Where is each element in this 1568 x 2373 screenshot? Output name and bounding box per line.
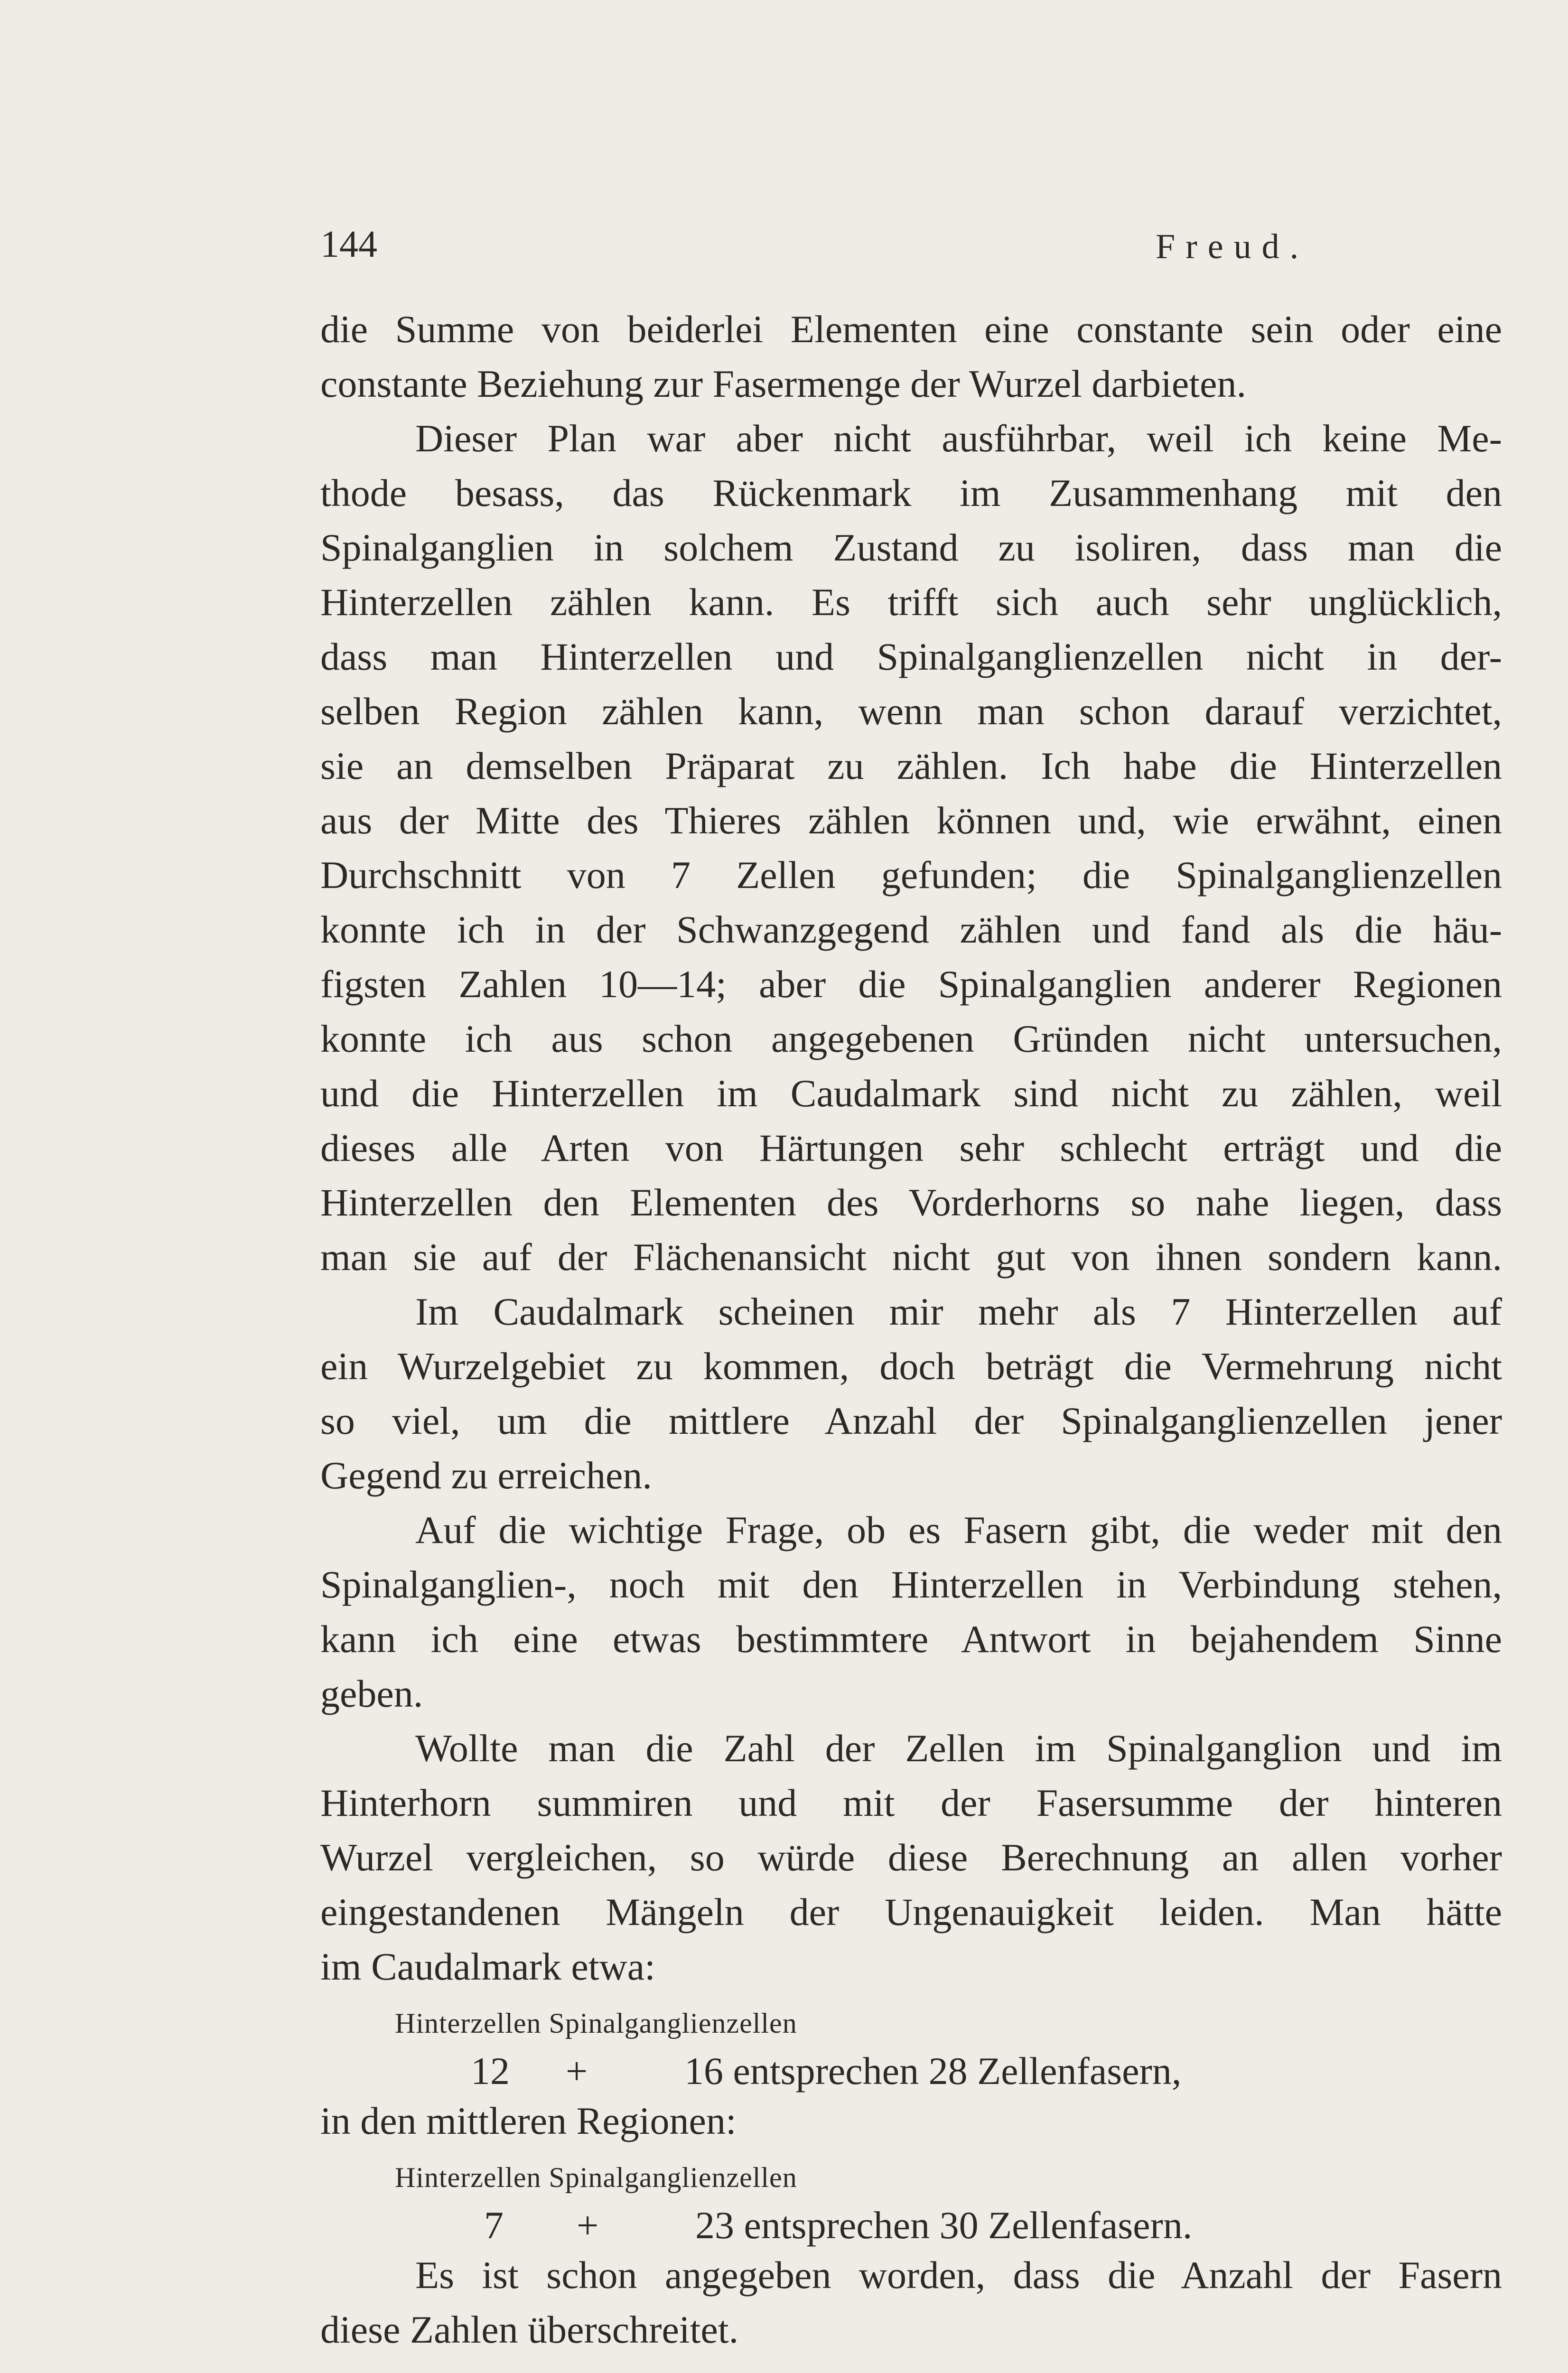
- text-line: Hinterzellen den Elementen des Vorderhorns so nahe liegen, dass: [320, 1181, 1502, 1224]
- text-line: figsten Zahlen 10—14; aber die Spinalganglien anderer Regionen: [320, 962, 1502, 1006]
- text-line: Wurzel vergleichen, so würde diese Berechnung an allen vorher: [320, 1836, 1502, 1879]
- table-header: Hinterzellen Spinalganglienzellen: [395, 2162, 797, 2193]
- text-line: selben Region zählen kann, wenn man schon darauf verzichtet,: [320, 690, 1502, 733]
- text-line: in den mittleren Regionen:: [320, 2099, 737, 2142]
- equation-plus: +: [566, 2049, 588, 2093]
- equation-plus: +: [577, 2204, 599, 2247]
- text-line: thode besass, das Rückenmark im Zusammenhang mit den: [320, 471, 1502, 514]
- text-line: Spinalganglien-, noch mit den Hinterzellen in Verbindung stehen,: [320, 1563, 1502, 1606]
- text-line: man sie auf der Flächenansicht nicht gut von ihnen sondern kann.: [320, 1235, 1502, 1279]
- text-line: im Caudalmark etwa:: [320, 1945, 655, 1988]
- equation-result: 23 entsprechen 30 Zellenfasern.: [695, 2204, 1193, 2247]
- text-line: Im Caudalmark scheinen mir mehr als 7 Hinterzellen auf: [415, 1290, 1502, 1333]
- equation-hinterzellen: 12: [471, 2049, 510, 2093]
- text-line: aus der Mitte des Thieres zählen können und, wie erwähnt, einen: [320, 799, 1502, 842]
- text-line: und die Hinterzellen im Caudalmark sind nicht zu zählen, weil: [320, 1072, 1502, 1115]
- text-line: eingestandenen Mängeln der Ungenauigkeit leiden. Man hätte: [320, 1890, 1502, 1934]
- text-line: ein Wurzelgebiet zu kommen, doch beträgt die Vermehrung nicht: [320, 1345, 1502, 1388]
- text-line: Spinalganglien in solchem Zustand zu isoliren, dass man die: [320, 526, 1502, 569]
- text-line: Gegend zu erreichen.: [320, 1454, 652, 1497]
- text-line: kann ich eine etwas bestimmtere Antwort in bejahendem Sinne: [320, 1617, 1502, 1661]
- running-title: Freud.: [1156, 227, 1309, 266]
- text-line: Dieser Plan war aber nicht ausführbar, weil ich keine Me-: [415, 417, 1502, 460]
- text-line: Wollte man die Zahl der Zellen im Spinalganglion und im: [415, 1727, 1502, 1770]
- text-line: geben.: [320, 1672, 423, 1715]
- text-line: dieses alle Arten von Härtungen sehr schlecht erträgt und die: [320, 1126, 1502, 1169]
- text-line: Auf die wichtige Frage, ob es Fasern gibt, die weder mit den: [415, 1508, 1502, 1551]
- text-line: Hinterhorn summiren und mit der Fasersumme der hinteren: [320, 1781, 1502, 1824]
- text-line: Es ist schon angegeben worden, dass die Anzahl der Fasern: [415, 2253, 1502, 2297]
- text-line: Durchschnitt von 7 Zellen gefunden; die Spinalganglienzellen: [320, 853, 1502, 897]
- table-header: Hinterzellen Spinalganglienzellen: [395, 2008, 797, 2039]
- text-line: konnte ich in der Schwanzgegend zählen und fand als die häu-: [320, 908, 1502, 951]
- equation-line: [320, 2044, 1502, 2093]
- equation-hinterzellen: 7: [484, 2204, 504, 2247]
- text-line: die Summe von beiderlei Elementen eine constante sein oder eine: [320, 308, 1502, 351]
- equation-line: [320, 2198, 1502, 2248]
- text-line: Hinterzellen zählen kann. Es trifft sich auch sehr unglücklich,: [320, 580, 1502, 624]
- page-header: [320, 223, 1502, 275]
- body-text: [320, 302, 1502, 2357]
- text-line: diese Zahlen überschreitet.: [320, 2308, 739, 2351]
- text-line: dass man Hinterzellen und Spinalganglienzellen nicht in der-: [320, 635, 1502, 678]
- text-line: konnte ich aus schon angegebenen Gründen nicht untersuchen,: [320, 1017, 1502, 1060]
- text-line: so viel, um die mittlere Anzahl der Spinalganglienzellen jener: [320, 1399, 1502, 1442]
- text-line: sie an demselben Präparat zu zählen. Ich habe die Hinterzellen: [320, 744, 1502, 787]
- page-number: 144: [320, 224, 377, 265]
- equation-result: 16 entsprechen 28 Zellenfasern,: [684, 2049, 1182, 2093]
- text-line: constante Beziehung zur Fasermenge der Wurzel darbieten.: [320, 362, 1246, 405]
